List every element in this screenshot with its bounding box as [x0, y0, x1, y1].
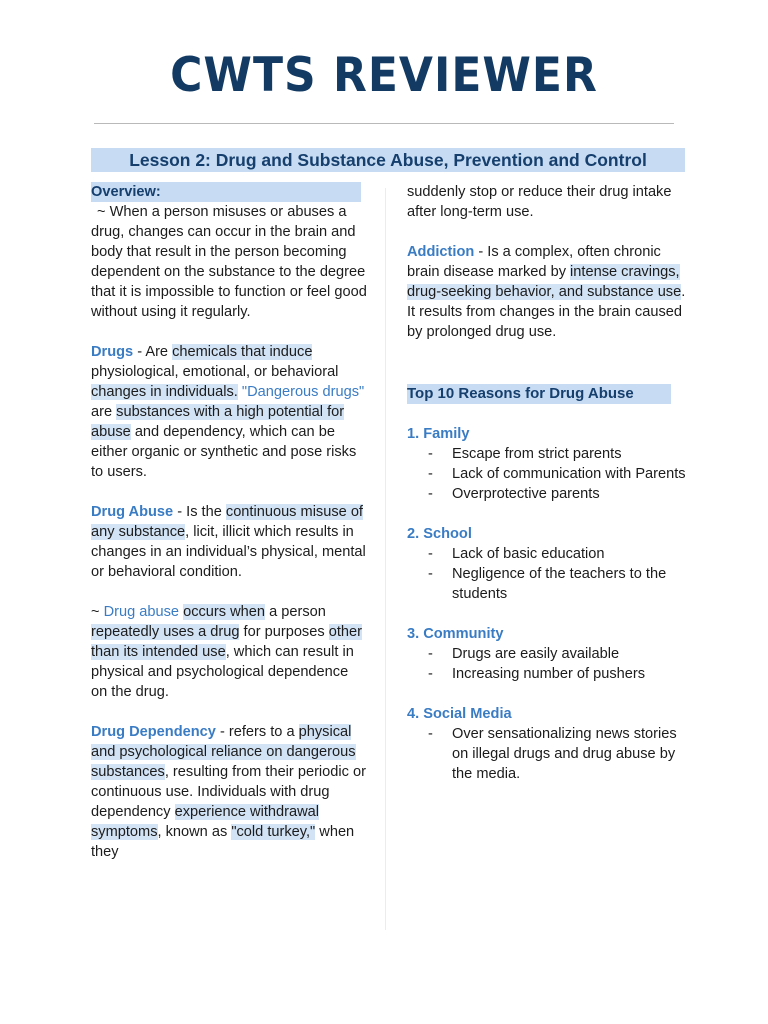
highlight: substances with a high potential for abuse [91, 404, 345, 440]
bullet-dash: - [428, 546, 433, 562]
list-item [407, 644, 689, 664]
list-item-text: Overprotective parents [452, 486, 600, 502]
addiction-definition [407, 242, 689, 342]
text-run: - refers to a [215, 724, 299, 740]
list-item [407, 544, 689, 564]
highlight: continuous misuse of any substance [91, 504, 363, 540]
category-title: 2. School [407, 526, 472, 542]
category-social-media [407, 704, 689, 784]
bullet-dash: - [428, 666, 433, 682]
right-column [407, 182, 689, 784]
list-item-text: Escape from strict parents [452, 446, 622, 462]
overview-heading: Overview: [91, 182, 361, 202]
drug-abuse-definition [91, 502, 367, 582]
column-divider [385, 188, 386, 930]
highlight: other than its intended use [91, 624, 362, 660]
list-item-text: Lack of basic education [452, 546, 605, 562]
drugs-definition [91, 342, 367, 482]
highlight: repeatedly uses a drug [91, 624, 240, 640]
text-run: - Is a complex, often chronic brain disease marked by [407, 244, 661, 280]
list-item [407, 664, 689, 684]
list-item [407, 724, 689, 784]
drug-abuse-term: Drug Abuse [91, 504, 174, 520]
highlight: occurs when [183, 604, 266, 620]
text-run: , known as [157, 824, 232, 840]
text-run: - Are [133, 344, 173, 360]
reason-list [407, 724, 689, 784]
bullet-dash: - [428, 646, 433, 662]
text-run: , which can result in physical and psychological dependence on the drug. [91, 644, 354, 700]
category-title: 1. Family [407, 426, 470, 442]
text-run: are [91, 404, 117, 420]
highlight: intense cravings, drug-seeking behavior, and substance use [407, 264, 682, 300]
bullet-dash: - [428, 566, 433, 582]
category-school [407, 524, 689, 604]
bullet-dash: - [428, 466, 433, 482]
reason-list [407, 644, 689, 684]
highlight: chemicals that induce [172, 344, 313, 360]
left-column [91, 182, 367, 862]
text-run: - Is the [173, 504, 226, 520]
reasons-heading: Top 10 Reasons for Drug Abuse [407, 384, 671, 404]
text-run: , resulting from their periodic or continuous use. Individuals with drug dependency [91, 764, 366, 820]
bullet-dash: - [428, 486, 433, 502]
text-run: and dependency, which can be either organic or synthetic and pose risks to users. [91, 424, 357, 480]
drug-dependency-definition [91, 722, 367, 862]
list-item [407, 484, 689, 504]
bullet-dash: - [428, 726, 433, 742]
page-title: CWTS REVIEWER [170, 47, 598, 104]
list-item-text: Negligence of the teachers to the students [452, 566, 667, 602]
text-run: . It results from changes in the brain caused by prolonged drug use. [407, 284, 686, 340]
text-run: physiological, emotional, or behavioral [91, 364, 339, 380]
text-run: a person [265, 604, 326, 620]
bullet-dash: - [428, 446, 433, 462]
title-divider [94, 123, 674, 124]
dependency-continuation: suddenly stop or reduce their drug intake after long-term use. [407, 184, 672, 220]
list-item-text: Lack of communication with Parents [452, 466, 686, 482]
lesson-heading: Lesson 2: Drug and Substance Abuse, Prevention and Control [91, 148, 685, 172]
list-item-text: Increasing number of pushers [452, 666, 646, 682]
category-community [407, 624, 689, 684]
highlight: physical and psychological reliance on dangerous substances [91, 724, 356, 780]
text-run: for purposes [239, 624, 329, 640]
category-title: 3. Community [407, 626, 504, 642]
highlight: changes in individuals. [91, 384, 238, 400]
category-title: 4. Social Media [407, 706, 512, 722]
reason-list [407, 544, 689, 604]
list-item-text: Over sensationalizing news stories on illegal drugs and drug abuse by the media. [452, 726, 677, 782]
list-item [407, 564, 689, 604]
text-run: when they [91, 824, 355, 860]
drug-abuse-link-term: Drug abuse [103, 604, 180, 620]
addiction-term: Addiction [407, 244, 475, 260]
reason-list [407, 444, 689, 504]
category-family [407, 424, 689, 504]
overview-paragraph: ~ When a person misuses or abuses a drug, changes can occur in the brain and body that result in the person becoming dependent on the substance to the degree that it is impossible to function or feel good without using it regularly. [91, 204, 367, 320]
drug-dependency-term: Drug Dependency [91, 724, 216, 740]
drugs-term: Drugs [91, 344, 134, 360]
list-item [407, 444, 689, 464]
list-item [407, 464, 689, 484]
dangerous-drugs-term: "Dangerous drugs" [237, 384, 365, 400]
highlight: "cold turkey," [231, 824, 316, 840]
list-item-text: Drugs are easily available [452, 646, 620, 662]
drug-abuse-note [91, 602, 367, 702]
text-run: , licit, illicit which results in changes in an individual’s physical, mental or behavioral condition. [91, 524, 366, 580]
highlight: experience withdrawal symptoms [91, 804, 319, 840]
text-run: ~ [91, 604, 104, 620]
